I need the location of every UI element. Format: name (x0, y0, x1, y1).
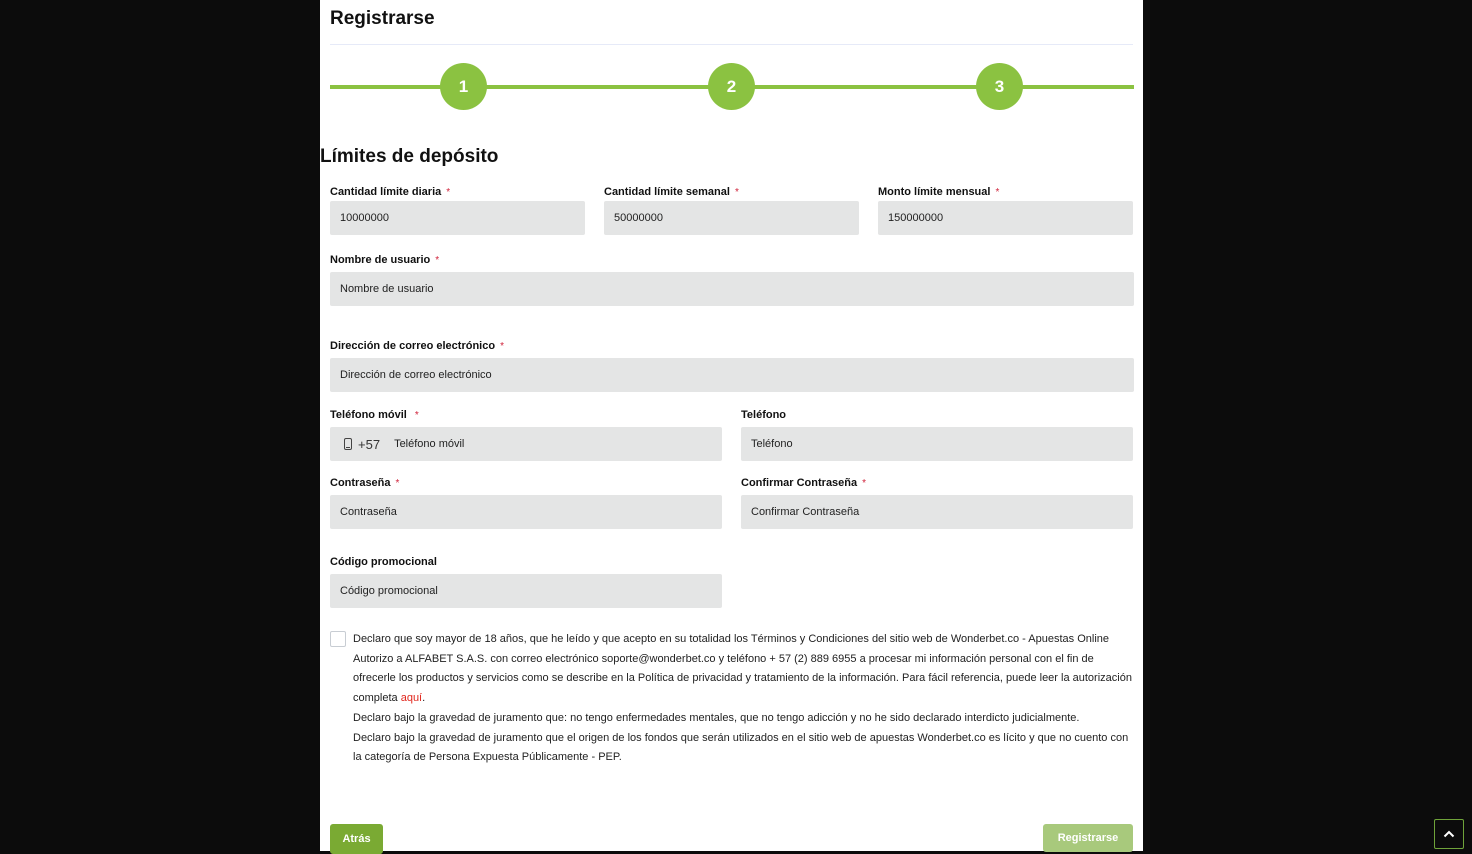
email-label: Dirección de correo electrónico * (330, 340, 504, 352)
password-label: Contraseña * (330, 477, 400, 489)
confirm-password-label: Confirmar Contraseña * (741, 477, 867, 489)
register-button[interactable]: Registrarse (1043, 824, 1133, 852)
country-code: +57 (358, 436, 381, 452)
promo-code-label: Código promocional (330, 556, 437, 568)
phone-input[interactable]: Teléfono (741, 427, 1133, 461)
step-3: 3 (976, 63, 1023, 110)
authorization-link[interactable]: aquí (400, 692, 423, 705)
back-button[interactable]: Atrás (330, 824, 383, 854)
scroll-to-top-button[interactable] (1434, 819, 1464, 849)
weekly-limit-label: Cantidad límite semanal * (604, 186, 739, 198)
weekly-limit-input[interactable]: 50000000 (604, 201, 859, 235)
daily-limit-field (330, 185, 585, 235)
title-divider (330, 44, 1133, 45)
mobile-label: Teléfono móvil * (330, 409, 419, 421)
username-label: Nombre de usuario * (330, 254, 440, 266)
monthly-limit-label: Monto límite mensual * (878, 186, 1000, 198)
phone-label: Teléfono (741, 409, 787, 421)
progress-stepper (330, 63, 1134, 111)
terms-line-authorization: Autorizo a ALFABET S.A.S. con correo electrónico soporte@wonderbet.co y teléfono + 57 (2) 889 6955 a procesar mi información personal con el fin de ofrecerle los productos y servicios como se describe en la Política de privacidad y tratamiento de la información. Para fácil referencia, puede leer la autorización completa aquí. (353, 652, 1132, 705)
promo-code-input[interactable]: Código promocional (330, 574, 722, 608)
email-field (330, 339, 1134, 392)
page-title: Registrarse (330, 8, 435, 29)
chevron-up-icon (1443, 830, 1455, 838)
mobile-phone-icon (344, 438, 352, 450)
confirm-password-input[interactable]: Confirmar Contraseña (741, 495, 1133, 529)
step-2: 2 (708, 63, 755, 110)
terms-line-age: Declaro que soy mayor de 18 años, que he leído y que acepto en su totalidad los Términos y Condiciones del sitio web de Wonderbet.co - Apuestas Online (353, 633, 1109, 645)
confirm-password-field (741, 476, 1133, 529)
email-input[interactable]: Dirección de correo electrónico (330, 358, 1134, 392)
mobile-input[interactable] (330, 427, 722, 461)
phone-field (741, 408, 1133, 461)
monthly-limit-input[interactable]: 150000000 (878, 201, 1133, 235)
terms-text (353, 630, 1135, 768)
password-input[interactable]: Contraseña (330, 495, 722, 529)
weekly-limit-field (604, 185, 859, 235)
daily-limit-input[interactable]: 10000000 (330, 201, 585, 235)
step-1: 1 (440, 63, 487, 110)
terms-line-funds: Declaro bajo la gravedad de juramento que el origen de los fondos que serán utilizados en el sitio web de apuestas Wonderbet.co es lícito y que no cuento con la categoría de Persona Expuesta Públicamente - PEP. (353, 731, 1129, 764)
promo-code-field (330, 555, 722, 608)
registration-page (320, 0, 1143, 851)
username-field (330, 253, 1134, 306)
daily-limit-label: Cantidad límite diaria * (330, 186, 451, 198)
terms-checkbox[interactable] (330, 631, 346, 647)
username-input[interactable]: Nombre de usuario (330, 272, 1134, 306)
password-field (330, 476, 722, 529)
monthly-limit-field (878, 185, 1133, 235)
mobile-placeholder: Teléfono móvil (394, 438, 465, 450)
section-title: Límites de depósito (320, 146, 499, 167)
mobile-field (330, 408, 722, 461)
terms-line-health: Declaro bajo la gravedad de juramento que: no tengo enfermedades mentales, que no tengo adicción y no he sido declarado interdicto judicialmente. (353, 711, 1080, 724)
country-code-prefix (344, 427, 394, 461)
